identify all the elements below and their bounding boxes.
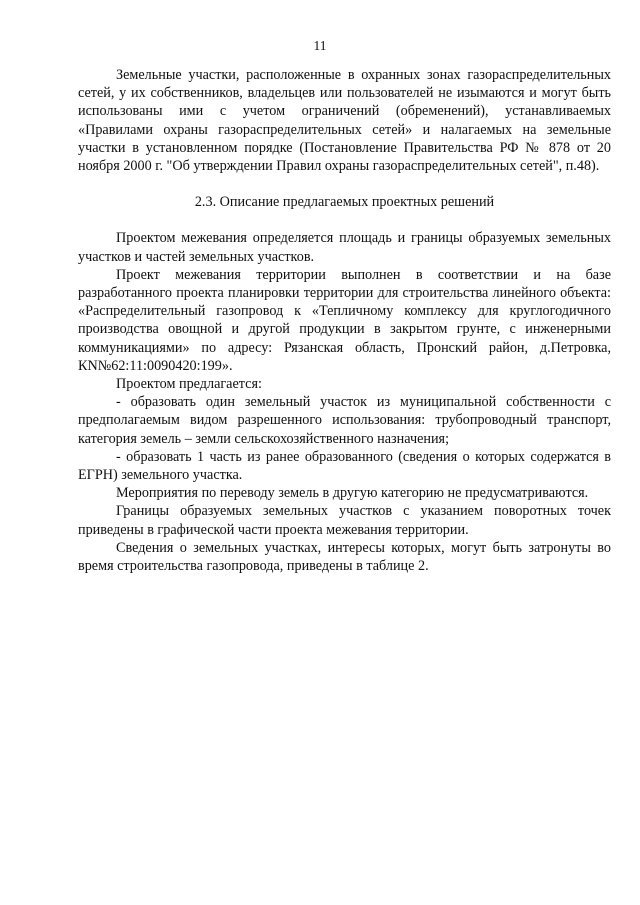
paragraph-affected-parcels: Сведения о земельных участках, интересы которых, могут быть затронуты во время строительства газопровода, приведены в таблице 2. (78, 539, 611, 575)
list-item-form-parcel: - образовать один земельный участок из муниципальной собственности с предполагаемым видом разрешенного использования: трубопроводный транспорт, категория земель – земли сельскохозяйственного назначения; (78, 394, 611, 447)
paragraph-land-category: Мероприятия по переводу земель в другую категорию не предусматриваются. (116, 485, 589, 502)
paragraph-area-definition: Проектом межевания определяется площадь и границы образуемых земельных участков и частей земельных участков. (78, 230, 611, 265)
paragraph-project-basis: Проект межевания территории выполнен в соответствии и на базе разработанного проекта планировки территории для строительства линейного объекта: «Распределительный газопровод к «Тепличному комплексу для круглогодичного производства овощной и другой продукции в закрытом грунте, с инженерными коммуникациями» по адресу: Рязанская область, Пронский район, д.Петровка, КN№62:11:0090420:199». (78, 266, 611, 374)
paragraph-proposal-intro: Проектом предлагается: (116, 376, 262, 393)
document-body (78, 66, 611, 575)
page-number: 11 (313, 38, 327, 53)
list-item-form-part: - образовать 1 часть из ранее образованного (сведения о которых содержатся в ЕГРН) земельного участка. (78, 448, 611, 484)
paragraph-protection-zones: Земельные участки, расположенные в охранных зонах газораспределительных сетей, у их собственников, владельцев или пользователей не изымаются и могут быть использованы ими с учетом ограничений (обременений), устанавливаемых «Правилами охраны газораспределительных сетей» и налагаемых на земельные участки в установленном порядке (Постановление Правительства РФ № 878 от 20 ноября 2000 г. "Об утверждении Правил охраны газораспределительных сетей", п.48). (78, 67, 611, 175)
paragraph-boundaries: Границы образуемых земельных участков с указанием поворотных точек приведены в графической части проекта межевания территории. (78, 503, 611, 538)
section-heading: 2.3. Описание предлагаемых проектных решений (194, 194, 495, 211)
